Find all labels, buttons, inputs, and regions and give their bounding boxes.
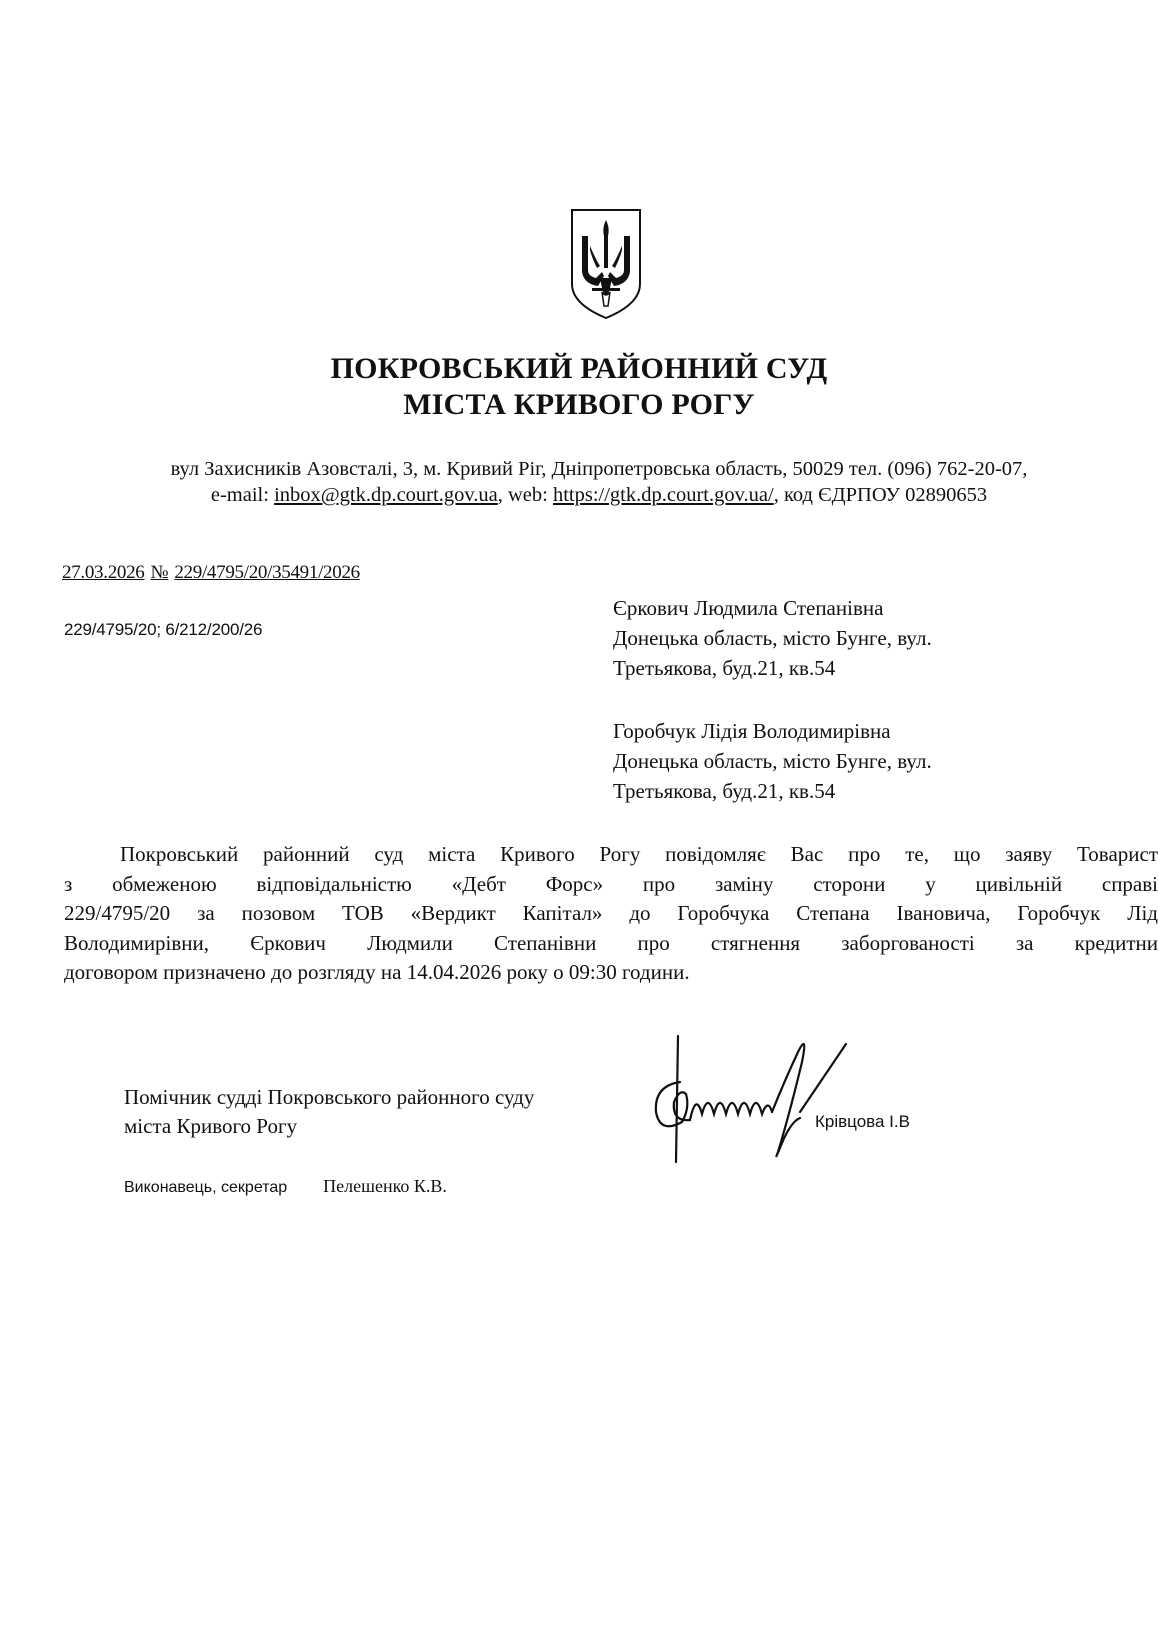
number-sign: № <box>150 562 169 583</box>
court-contacts <box>0 484 1158 507</box>
recipient-address-line2: Третьякова, буд.21, кв.54 <box>613 779 836 803</box>
outgoing-date: 27.03.2026 <box>62 562 145 583</box>
executor-line <box>124 1176 447 1197</box>
recipient-block <box>613 716 932 806</box>
notice-body <box>64 840 1158 988</box>
signer-name: Крівцова І.В <box>815 1112 910 1131</box>
recipient-name: Горобчук Лідія Володимирівна <box>613 719 891 743</box>
signatory-role-line1: Помічник судді Покровського районного суду <box>124 1085 535 1109</box>
signatory-role <box>124 1083 534 1141</box>
court-address: вул Захисників Азовсталі, 3, м. Кривий Ріг, Дніпропетровська область, 50029 тел. (096) 762-20-07, <box>170 458 1028 480</box>
outgoing-reference <box>62 562 360 584</box>
trident-coat-of-arms-icon <box>566 206 646 322</box>
recipient-address-line2: Третьякова, буд.21, кв.54 <box>613 656 836 680</box>
recipient-address-line1: Донецька область, місто Бунге, вул. <box>613 626 932 650</box>
email-label: e-mail: <box>210 484 275 506</box>
recipient-block <box>613 593 932 683</box>
executor-name: Пелешенко К.В. <box>323 1176 447 1196</box>
web-link[interactable]: https://gtk.dp.court.gov.ua/ <box>552 484 774 506</box>
email-link[interactable]: inbox@gtk.dp.court.gov.ua <box>274 484 498 506</box>
body-line: Володимирівни, Єркович Людмили Степанівни про стягнення заборгованості за кредитни <box>64 930 1158 955</box>
body-line: Покровський районний суд міста Кривого Рогу повідомляє Вас про те, що заяву Товарист <box>120 842 1158 866</box>
body-line: 229/4795/20 за позовом ТОВ «Вердикт Капітал» до Горобчука Степана Івановича, Горобчук Лід <box>64 901 1158 925</box>
body-line: договором призначено до розгляду на 14.04.2026 року о 09:30 години. <box>64 960 690 984</box>
recipient-name: Єркович Людмила Степанівна <box>613 596 884 620</box>
recipient-address-line1: Донецька область, місто Бунге, вул. <box>613 749 932 773</box>
web-label: , web: <box>497 484 553 506</box>
edrpou-code: , код ЄДРПОУ 02890653 <box>773 484 988 506</box>
handwritten-signature-icon <box>650 1022 880 1167</box>
case-reference: 229/4795/20; 6/212/200/26 <box>64 620 263 639</box>
court-name-line2: МІСТА КРИВОГО РОГУ <box>403 388 755 421</box>
outgoing-number: 229/4795/20/35491/2026 <box>174 562 360 583</box>
court-name-line1: ПОКРОВСЬКИЙ РАЙОННИЙ СУД <box>330 352 828 385</box>
executor-label: Виконавець, секретар <box>124 1179 288 1196</box>
signatory-role-line2: міста Кривого Рогу <box>124 1114 298 1138</box>
body-line: з обмеженою відповідальністю «Дебт Форс» про заміну сторони у цивільній справі <box>64 871 1158 896</box>
